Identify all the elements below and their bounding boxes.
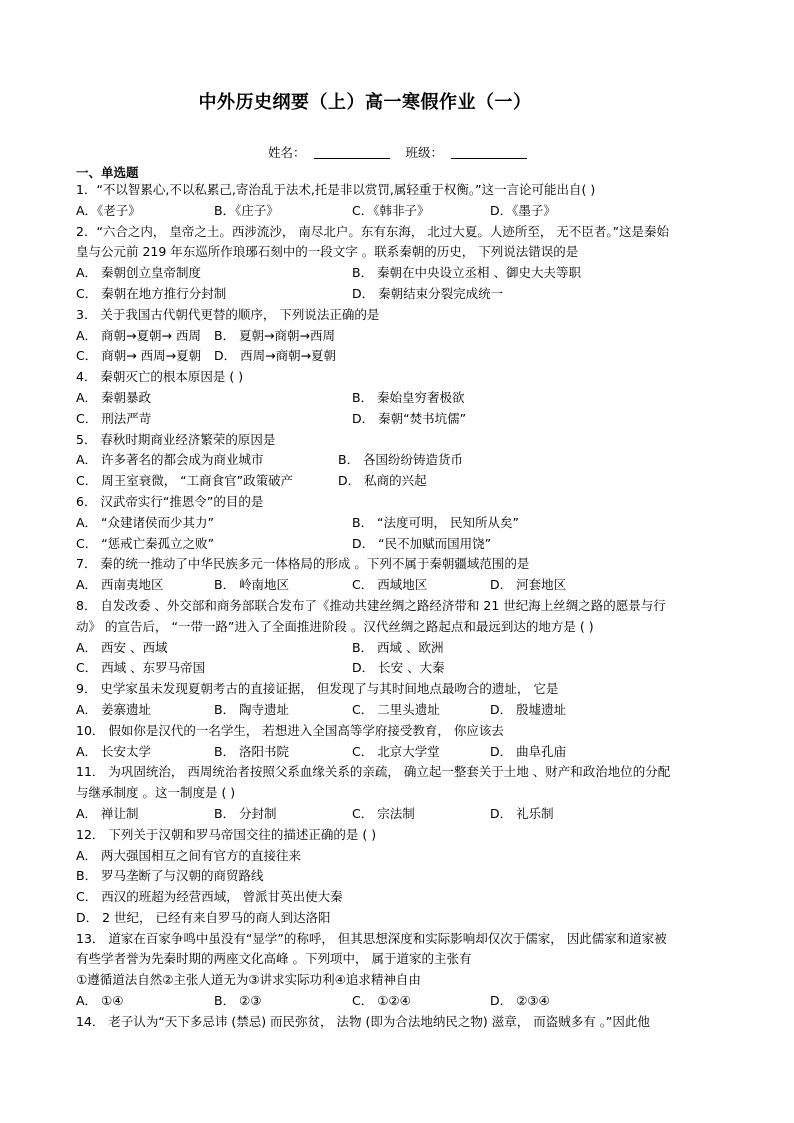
option-row	[76, 284, 720, 305]
answer-option: B． 秦朝在中央设立丞相 、御史大夫等职	[352, 265, 582, 281]
answer-option: B． 分封制	[214, 805, 277, 821]
answer-option: A． 秦朝创立皇帝制度	[76, 265, 202, 281]
answer-option: C． 刑法严苛	[76, 410, 152, 426]
option-row	[76, 658, 720, 679]
answer-option: D． ②③④	[490, 993, 550, 1009]
answer-option: C． 秦朝在地方推行分封制	[76, 285, 227, 301]
option-row	[76, 346, 720, 367]
answer-option: D． 秦朝“焚书坑儒”	[352, 410, 467, 426]
answer-option: C． 二里头遗址	[352, 701, 440, 717]
question-text: C． 西汉的班超为经营西域， 曾派甘英出使大秦	[76, 889, 343, 905]
answer-option: D． 秦朝结束分裂完成统一	[352, 285, 504, 301]
answer-option: D． “民不加赋而国用饶”	[352, 535, 492, 551]
answer-option: B． 岭南地区	[214, 577, 290, 593]
answer-option: D． 礼乐制	[490, 805, 554, 821]
answer-option: A． 秦朝暴政	[76, 389, 152, 405]
answer-option: C． 宗法制	[352, 805, 415, 821]
option-row	[76, 201, 720, 222]
question-text: 5． 春秋时期商业经济繁荣的原因是	[76, 431, 276, 447]
answer-option: A． “众建诸侯而少其力”	[76, 514, 214, 530]
question-text: D． 2 世纪， 已经有来自罗马的商人到达洛阳	[76, 909, 331, 925]
answer-option: A．《老子》	[76, 202, 141, 218]
answer-option: C． 西域地区	[352, 577, 428, 593]
option-row	[76, 742, 720, 763]
option-row	[76, 388, 720, 409]
answer-option: B． ②③	[214, 993, 262, 1009]
question-text: 与继承制度 。这一制度是 ( )	[76, 785, 236, 801]
option-row	[76, 471, 720, 492]
option-row	[76, 575, 720, 596]
class-blank[interactable]	[451, 146, 527, 159]
answer-option: A． 许多著名的都会成为商业城市	[76, 452, 264, 468]
answer-option: B． 秦始皇穷奢极欲	[352, 389, 465, 405]
question-text: 动》 的宣告后， “一带一路”进入了全面推进阶段 。汉代丝绸之路起点和最远到达的地方是 ( )	[76, 618, 594, 634]
answer-option: D．《墨子》	[490, 202, 556, 218]
question-text: 7． 秦的统一推动了中华民族多元一体格局的形成 。下列不属于秦朝疆域范围的是	[76, 556, 530, 572]
section-heading: 一、单选题	[76, 165, 139, 180]
answer-option: A． 长安太学	[76, 743, 152, 759]
option-row	[76, 700, 720, 721]
name-label: 姓名：	[268, 145, 306, 160]
question-text: 4． 秦朝灭亡的根本原因是 ( )	[76, 369, 244, 385]
answer-option: B．《庄子》	[214, 202, 279, 218]
class-label: 班级：	[405, 145, 444, 160]
answer-option: A． 西安 、西域	[76, 639, 168, 655]
option-row	[76, 991, 720, 1012]
option-row	[76, 534, 720, 555]
answer-option: C． 商朝→ 西周→夏朝	[76, 348, 202, 364]
answer-option: A． 西南夷地区	[76, 577, 164, 593]
answer-option: D． 殷墟遗址	[490, 701, 567, 717]
question-text: 14． 老子认为“天下多忌讳 (禁忌) 而民弥贫， 法物 (即为合法地纳民之物) 滋章， 而盗贼多有 。”因此他	[76, 1013, 650, 1029]
answer-option: C． 北京大学堂	[352, 743, 440, 759]
question-text: 皇与公元前 219 年东巡所作琅琊石刻中的一段文字 。联系秦朝的历史， 下列说法错误的是	[76, 244, 579, 260]
answer-option: B． 夏朝→商朝→西周	[214, 327, 335, 343]
answer-option: A． 姜寨遗址	[76, 701, 152, 717]
answer-option: B． “法度可明， 民知所从矣”	[352, 514, 519, 530]
option-row	[76, 804, 720, 825]
question-text: 12． 下列关于汉朝和罗马帝国交往的描述正确的是 ( )	[76, 826, 377, 842]
answer-option: B． 各国纷纷铸造货币	[338, 452, 464, 468]
option-row	[76, 409, 720, 430]
answer-option: A． ①④	[76, 993, 124, 1009]
question-list	[76, 180, 720, 1033]
answer-option: C． 周王室衰微， “工商食官”政策破产	[76, 473, 294, 489]
question-text: 8． 自发改委 、外交部和商务部联合发布了《推动共建丝绸之路经济带和 21 世纪海上丝绸之路的愿景与行	[76, 597, 666, 613]
option-row	[76, 450, 720, 471]
question-text: ①遵循道法自然②主张人道无为③讲求实际功利④追求精神自由	[76, 972, 421, 988]
answer-option: C．《韩非子》	[352, 202, 430, 218]
question-text: 11． 为巩固统治， 西周统治者按照父系血缘关系的亲疏， 确立起一整套关于土地 、财产和政治地位的分配	[76, 764, 671, 780]
option-row	[76, 513, 720, 534]
question-text: 2．“六合之内， 皇帝之土。西涉流沙， 南尽北户。东有东海， 北过大夏。人迹所至， 无不臣者。”这是秦始	[76, 223, 670, 239]
question-text: 有些学者誉为先秦时期的两座文化高峰 。下列项中， 属于道家的主张有	[76, 951, 472, 967]
answer-option: C． “惩戒亡秦孤立之败”	[76, 535, 215, 551]
question-text: 3． 关于我国古代朝代更替的顺序， 下列说法正确的是	[76, 306, 380, 322]
option-row	[76, 263, 720, 284]
option-row	[76, 326, 720, 347]
answer-option: B． 西域 、欧洲	[352, 639, 444, 655]
question-text: 1．“不以智累心,不以私累己,寄治乱于法术,托是非以赏罚,属轻重于权衡。”这一言论可能出自( )	[76, 182, 596, 197]
question-text: A． 两大强国相互之间有官方的直接往来	[76, 847, 302, 863]
answer-option: C． ①②④	[352, 993, 411, 1009]
question-text: 10． 假如你是汉代的一名学生， 若想进入全国高等学府接受教育， 你应该去	[76, 722, 504, 738]
answer-option: A． 禅让制	[76, 805, 139, 821]
answer-option: D． 曲阜孔庙	[490, 743, 567, 759]
answer-option: D． 西周→商朝→夏朝	[214, 348, 337, 364]
student-info	[268, 143, 543, 161]
answer-option: D． 私商的兴起	[338, 473, 427, 489]
answer-option: B． 陶寺遗址	[214, 701, 290, 717]
question-text: B． 罗马垄断了与汉朝的商贸路线	[76, 868, 264, 884]
question-text: 13． 道家在百家争鸣中虽没有“显学”的称呼， 但其思想深度和实际影响却仅次于儒家， 因此儒家和道家被	[76, 930, 667, 946]
answer-option: D． 河套地区	[490, 577, 567, 593]
name-blank[interactable]	[314, 146, 390, 159]
answer-option: A． 商朝→夏朝→ 西周	[76, 327, 201, 343]
answer-option: D． 长安 、大秦	[352, 660, 445, 676]
page-title: 中外历史纲要（上）高一寒假作业（一）	[198, 92, 532, 113]
question-text: 9． 史学家虽未发现夏朝考古的直接证据， 但发现了与其时间地点最吻合的遗址， 它是	[76, 681, 559, 697]
question-text: 6． 汉武帝实行“推恩令”的目的是	[76, 493, 264, 509]
option-row	[76, 638, 720, 659]
answer-option: B． 洛阳书院	[214, 743, 290, 759]
answer-option: C． 西域 、东罗马帝国	[76, 660, 206, 676]
